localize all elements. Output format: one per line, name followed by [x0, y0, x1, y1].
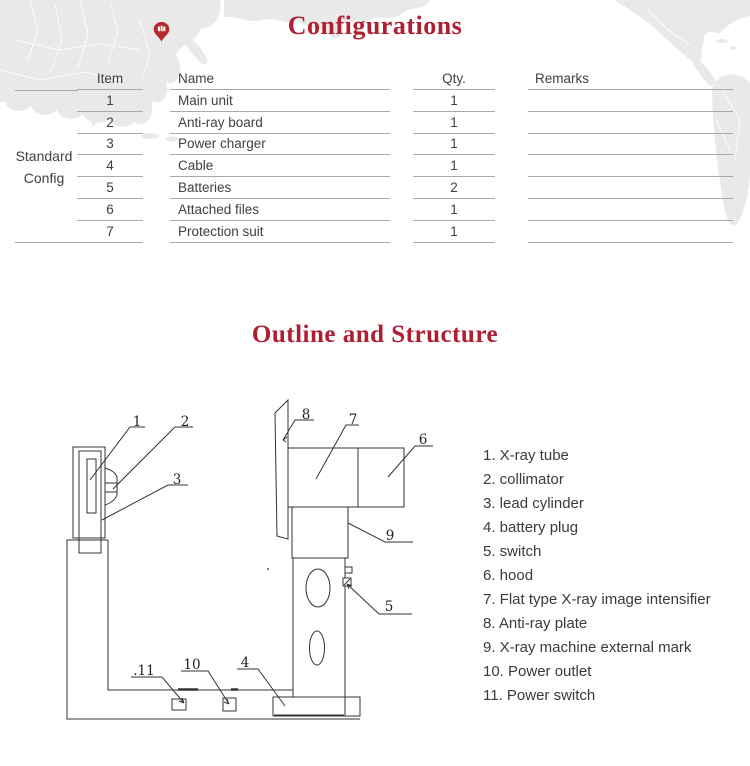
anti-ray-plate — [275, 400, 288, 539]
parts-list-item: 5. switch — [483, 543, 542, 560]
intensifier-box — [288, 448, 404, 507]
parts-list-item: 10. Power outlet — [483, 663, 592, 680]
parts-list-item: 9. X-ray machine external mark — [483, 639, 692, 656]
cell-name: Anti-ray board — [170, 112, 390, 134]
callout-1: 1 — [132, 414, 142, 430]
cell-qty: 1 — [413, 221, 495, 243]
parts-list-item: 3. lead cylinder — [483, 495, 584, 512]
cell-name: Main unit — [170, 90, 390, 112]
col-header-name: Name — [170, 68, 390, 90]
parts-list-item: 11. Power switch — [483, 687, 596, 704]
base-block — [273, 697, 360, 716]
cell-name: Power charger — [170, 134, 390, 156]
callout-8: 8 — [301, 407, 311, 423]
cell-item: 1 — [77, 90, 143, 112]
callout-5: 5 — [384, 599, 394, 615]
col-header-remarks: Remarks — [528, 68, 733, 90]
parts-list-item: 4. battery plug — [483, 519, 579, 536]
col-header-item: Item — [77, 68, 143, 90]
parts-list-item: 8. Anti-ray plate — [483, 615, 588, 632]
callout-11: .11 — [133, 663, 155, 679]
callout-9: 9 — [385, 528, 395, 544]
parts-list-item: 6. hood — [483, 567, 534, 584]
callout-7: 7 — [348, 412, 358, 428]
main-column — [293, 558, 345, 697]
cell-qty: 1 — [413, 112, 495, 134]
callout-10: 10 — [183, 657, 201, 673]
parts-list — [483, 444, 711, 708]
cell-qty: 1 — [413, 155, 495, 177]
parts-list-item: 1. X-ray tube — [483, 447, 569, 464]
cell-item: 3 — [77, 134, 143, 156]
base-frame-outer — [67, 540, 360, 719]
cell-item: 5 — [77, 177, 143, 199]
power-switch-square — [172, 699, 186, 710]
cell-name: Cable — [170, 155, 390, 177]
col-header-qty: Qty. — [413, 68, 495, 90]
column-neck — [292, 507, 348, 558]
cell-name: Batteries — [170, 177, 390, 199]
callout-4: 4 — [240, 655, 250, 671]
callout-6: 6 — [418, 432, 428, 448]
cell-qty: 2 — [413, 177, 495, 199]
group-label-standard-config: Standard Config — [15, 148, 73, 186]
cell-item: 2 — [77, 112, 143, 134]
cell-name: Attached files — [170, 199, 390, 221]
callout-3: 3 — [172, 472, 182, 488]
parts-list-item: 2. collimator — [483, 471, 564, 488]
xray-tube-slot — [87, 459, 96, 513]
parts-list-item: 7. Flat type X-ray image intensifier — [483, 591, 711, 608]
cell-item: 6 — [77, 199, 143, 221]
cell-qty: 1 — [413, 90, 495, 112]
cell-name: Protection suit — [170, 221, 390, 243]
cell-qty: 1 — [413, 199, 495, 221]
cell-item: 4 — [77, 155, 143, 177]
xray-tube-tower-outer — [73, 447, 105, 538]
page-title-configurations: Configurations — [287, 11, 463, 40]
callout-2: 2 — [180, 414, 190, 430]
cell-item: 7 — [77, 221, 143, 243]
power-outlet-square — [223, 698, 236, 711]
switch-symbol — [343, 567, 352, 586]
cell-qty: 1 — [413, 134, 495, 156]
page-title-outline: Outline and Structure — [251, 321, 499, 348]
